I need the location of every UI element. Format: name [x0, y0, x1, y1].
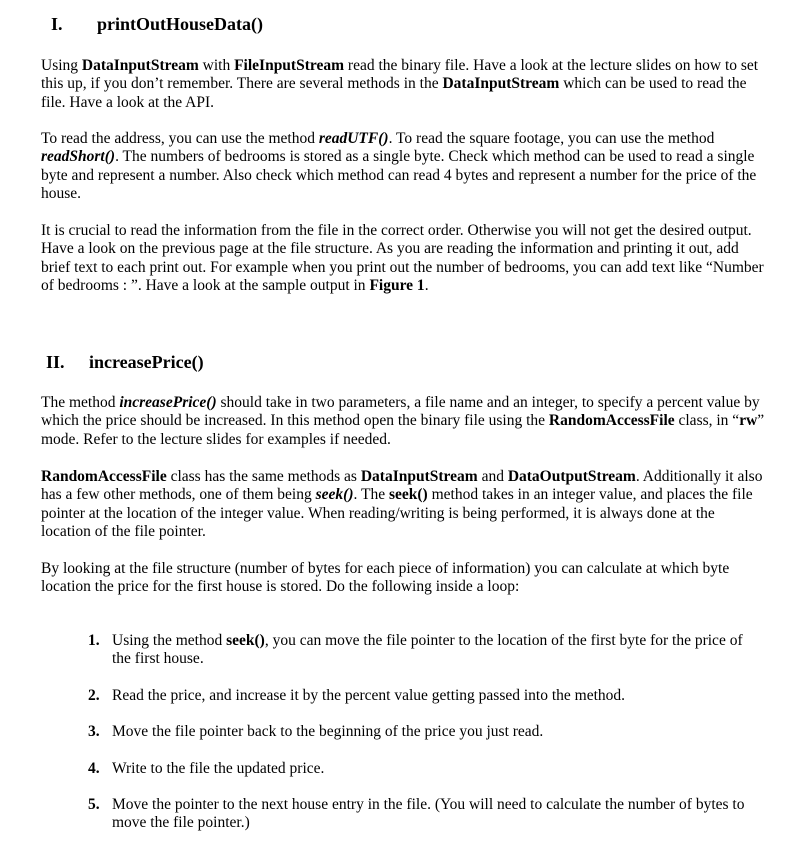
list-item: 1. Using the method seek(), you can move the file pointer to the location of the first byte for the price of the first house.: [88, 632, 743, 668]
list-item: 2. Read the price, and increase it by the percent value getting passed into the method.: [88, 686, 626, 704]
section-numeral: I.: [51, 14, 63, 34]
section-heading-increase-price: [46, 351, 204, 373]
paragraph-file-structure: By looking at the file structure (number of bytes for each piece of information) you can calculate at which byte location the price for the first house is stored. Do the following inside a loop:: [41, 560, 730, 596]
list-item: 4. Write to the file the updated price.: [88, 759, 325, 777]
list-item: 5. Move the pointer to the next house entry in the file. (You will need to calculate the number of bytes to move the file pointer.): [88, 796, 745, 832]
paragraph-read-methods: To read the address, you can use the method readUTF(). To read the square footage, you can use the method readShort(). The numbers of bedrooms is stored as a single byte. Check which method can be used to read a single byte and represent a number. Also check which method can read 4 bytes and represent a number for the price of the house.: [41, 130, 757, 203]
section-title: increasePrice(): [89, 352, 204, 372]
paragraph-read-order: It is crucial to read the information from the file in the correct order. Otherwise you will not get the desired output. Have a look on the previous page at the file structure. As you are reading the information and printing it out, add brief text to each print out. For example when you print out the number of bedrooms, you can add text like “Number of bedrooms : ”. Have a look at the sample output in Figure 1.: [41, 222, 764, 295]
list-item: 3. Move the file pointer back to the beginning of the price you just read.: [88, 723, 544, 741]
steps-list: [88, 632, 758, 851]
section-numeral: II.: [46, 352, 65, 372]
section-title: printOutHouseData(): [97, 14, 263, 34]
paragraph-datainputstream: Using DataInputStream with FileInputStream read the binary file. Have a look at the lecture slides on how to set this up, if you don’t remember. There are several methods in the DataInputStream which can be used to read the file. Have a look at the API.: [41, 57, 759, 111]
paragraph-increase-price-method: The method increasePrice() should take in two parameters, a file name and an integer, to specify a percent value by which the price should be increased. In this method open the binary file using the RandomAccessFile class, in “rw” mode. Refer to the lecture slides for examples if needed.: [41, 394, 765, 448]
paragraph-random-access-file: RandomAccessFile class has the same methods as DataInputStream and DataOutputStream. Additionally it also has a few other methods, one of them being seek(). The seek() method takes in an integer value, and places the file pointer at the location of the integer value. When reading/writing is being performed, it is always done at the location of the file pointer.: [41, 468, 763, 541]
section-heading-print-out-house-data: [51, 13, 263, 35]
